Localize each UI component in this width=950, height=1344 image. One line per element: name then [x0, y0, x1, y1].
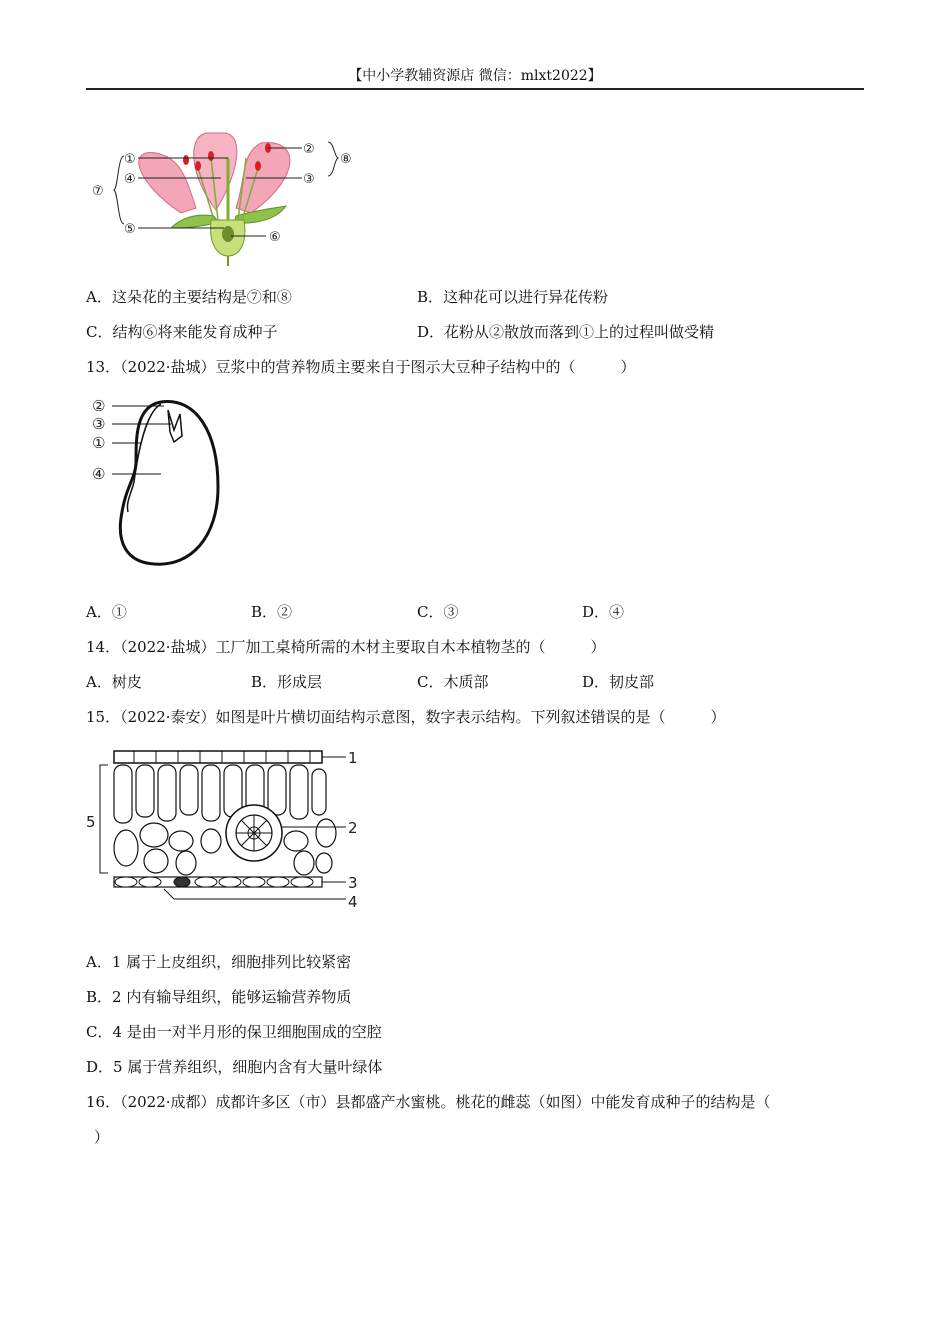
leaf-label-5: 5: [86, 813, 96, 831]
q15-option-a: A．1 属于上皮组织，细胞排列比较紧密: [86, 953, 352, 971]
flower-label-1: ①: [124, 152, 136, 167]
flower-label-5: ⑤: [124, 222, 136, 237]
seed-label-3: ③: [92, 415, 106, 433]
q13-option-b: B．②: [251, 603, 293, 621]
seed-label-2: ②: [92, 397, 106, 415]
q14-stem: 14．（2022·盐城）工厂加工桌椅所需的木材主要取自木本植物茎的（ ）: [86, 638, 606, 656]
leaf-label-2: 2: [348, 819, 358, 837]
flower-label-7: ⑦: [92, 184, 104, 199]
q14-option-a: A．树皮: [86, 673, 142, 691]
flower-diagram: [86, 128, 366, 268]
q16-stem-line1: 16．（2022·成都）成都许多区（市）县都盛产水蜜桃。桃花的雌蕊（如图）中能发育成种子的结构是（: [86, 1093, 771, 1111]
q12-option-d: D．花粉从②散放而落到①上的过程叫做受精: [417, 323, 715, 341]
q15-option-b: B．2 内有输导组织，能够运输营养物质: [86, 988, 352, 1006]
q14-option-b: B．形成层: [251, 673, 323, 691]
q12-option-a: A．这朵花的主要结构是⑦和⑧: [86, 288, 292, 306]
flower-label-2: ②: [303, 142, 315, 157]
q13-option-d: D．④: [582, 603, 625, 621]
q14-option-d: D．韧皮部: [582, 673, 655, 691]
q13-stem: 13．（2022·盐城）豆浆中的营养物质主要来自于图示大豆种子结构中的（ ）: [86, 358, 636, 376]
q12-option-c: C．结构⑥将来能发育成种子: [86, 323, 278, 341]
flower-label-3: ③: [303, 172, 315, 187]
seed-label-4: ④: [92, 465, 106, 483]
q13-option-c: C．③: [417, 603, 459, 621]
flower-label-8: ⑧: [340, 152, 352, 167]
q16-stem-line2: ）: [94, 1128, 110, 1146]
q13-option-a: A．①: [86, 603, 127, 621]
q15-option-c: C．4 是由一对半月形的保卫细胞围成的空腔: [86, 1023, 382, 1041]
q15-stem: 15．（2022·泰安）如图是叶片横切面结构示意图，数字表示结构。下列叙述错误的是（ ）: [86, 708, 726, 726]
q14-option-c: C．木质部: [417, 673, 489, 691]
seed-label-1: ①: [92, 434, 106, 452]
leaf-label-3: 3: [348, 874, 358, 892]
soybean-seed-diagram: [86, 392, 236, 572]
leaf-label-1: 1: [348, 749, 358, 767]
flower-label-6: ⑥: [269, 230, 281, 245]
q15-option-d: D．5 属于营养组织，细胞内含有大量叶绿体: [86, 1058, 383, 1076]
page-header: 【中小学教辅资源店 微信：mlxt2022】: [86, 66, 864, 90]
leaf-label-4: 4: [348, 893, 358, 911]
flower-label-4: ④: [124, 172, 136, 187]
leaf-cross-section-diagram: [86, 743, 376, 913]
q12-option-b: B．这种花可以进行异花传粉: [417, 288, 609, 306]
